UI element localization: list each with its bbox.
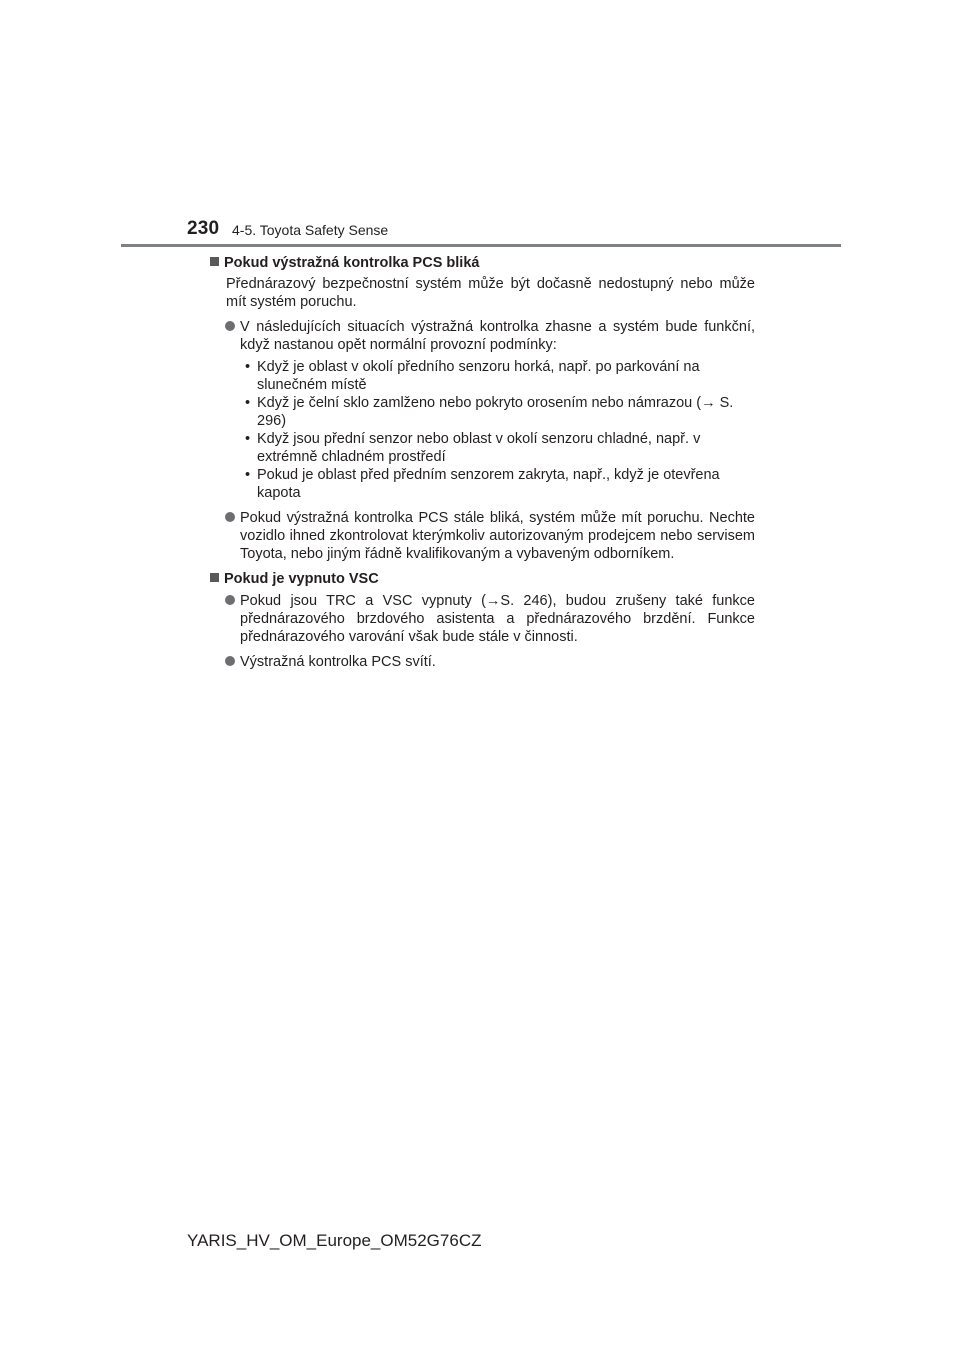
heading-vsc-off [210,570,755,588]
heading-text: Pokud výstražná kontrolka PCS bliká [224,255,480,271]
square-bullet-icon [210,257,219,266]
header-rule [121,244,841,247]
sub-list-item [210,466,755,502]
sub-bullet-icon: • [245,395,251,411]
sub-list-item [210,358,755,394]
bullet-item [210,509,755,563]
sub-list-item [210,430,755,466]
sub-bullet-icon: • [245,467,251,483]
heading-pcs-blinking [210,254,755,272]
sub-item-text: Když je čelní sklo zamlženo nebo pokryto orosením nebo námrazou (→ S. 296) [257,395,734,429]
square-bullet-icon [210,573,219,582]
bullet-item [210,592,755,646]
circle-bullet-icon [225,595,235,605]
circle-bullet-icon [225,321,235,331]
sub-item-text: Když je oblast v okolí předního senzoru horká, např. po parkování na slunečném místě [257,359,700,393]
heading-text: Pokud je vypnuto VSC [224,571,379,587]
bullet-text: Výstražná kontrolka PCS svítí. [240,654,436,670]
page-number: 230 [187,218,220,239]
sub-list-item [210,394,755,430]
bullet-item [210,653,755,671]
bullet-text: V následujících situacích výstražná kontrolka zhasne a systém bude funkční, když nastanou opět normální provozní podmínky: [240,319,755,353]
bullet-text: Pokud výstražná kontrolka PCS stále bliká, systém může mít poruchu. Nechte vozidlo ihned zkontrolovat kterýmkoliv autorizovaným prodejcem nebo servisem Toyota, nebo jiným řádně kvalifikovaným a vybaveným odborníkem. [240,510,755,562]
page-content [210,254,755,671]
intro-paragraph: Přednárazový bezpečnostní systém může být dočasně nedostupný nebo může mít systém poruchu. [226,276,755,310]
document-code: YARIS_HV_OM_Europe_OM52G76CZ [187,1231,482,1250]
circle-bullet-icon [225,512,235,522]
sub-item-text: Pokud je oblast před předním senzorem zakryta, např., když je otevřena kapota [257,467,720,501]
bullet-item [210,318,755,354]
circle-bullet-icon [225,656,235,666]
sub-bullet-icon: • [245,359,251,375]
bullet-text: Pokud jsou TRC a VSC vypnuty (→S. 246), budou zrušeny také funkce přednárazového brzdového asistenta a přednárazového brzdění. Funkce přednárazového varování však bude stále v činnosti. [240,593,755,645]
section-title: 4-5. Toyota Safety Sense [232,222,389,238]
sub-item-text: Když jsou přední senzor nebo oblast v okolí senzoru chladné, např. v extrémně chladném prostředí [257,431,701,465]
sub-bullet-icon: • [245,431,251,447]
